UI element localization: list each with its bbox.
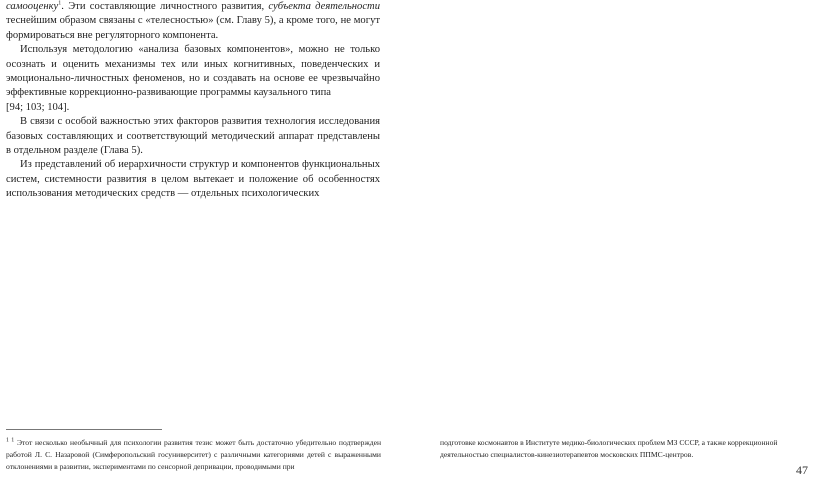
footnote-left-text: Этот несколько необычный для психологии развития тезис может быть достаточно убедительно подтвержден работой Л. С. Назаровой (Симферопольский госуниверситет) с различными категориями детей с выраженными отклонениями в развитии, экспериментами по сенсорной депривации, проводимыми при <box>6 438 382 471</box>
footnote-divider <box>6 429 162 430</box>
footnote-marker: 1 1 <box>6 437 15 444</box>
paragraph-1-text-b: теснейшим образом связаны с «телесностью» (см. Главу 5), а кроме того, не могут формироваться вне регуляторного компонента. <box>6 15 380 41</box>
page-number: 47 <box>796 463 808 477</box>
footnote-left <box>6 437 381 473</box>
paragraph-1 <box>6 0 380 43</box>
paragraph-2 <box>6 43 380 101</box>
term-subject: субъекта деятельности <box>268 1 380 12</box>
paragraph-4: Из представлений об иерархичности структур и компонентов функциональных систем, системности развития в целом вытекает и положение об особенностях использования методических средств — отдельных психологических <box>6 159 380 200</box>
paragraph-3: В связи с особой важностью этих факторов развития технология исследования базовых составляющих и соответствующий методический аппарат представлены в отдельном разделе (Глава 5). <box>6 116 380 157</box>
footnote-ref: 1 <box>58 0 62 7</box>
footnote-right <box>440 437 808 461</box>
paragraph-2-refs: [94; 103; 104]. <box>6 101 70 113</box>
footnote-text-left <box>6 437 381 473</box>
main-text-column <box>6 0 380 202</box>
footnote-text-right: подготовке космонавтов в Институте медико-биологических проблем МЗ СССР, а также коррекционной деятельностью специалистов-кинезиотерапевтов московских ППМС-центров. <box>440 438 778 459</box>
paragraph-2-text: Используя методологию «анализа базовых компонентов», можно не только осознать и оценить механизмы тех или иных когнитивных, поведенческих и эмоционально-личностных феноменов, но и создавать на основе ее чрезвычайно эффективные коррекционно-развивающие программы каузального типа <box>6 44 380 99</box>
term-self-esteem: самооценку <box>6 1 59 12</box>
paragraph-1-text-a: . Эти составляющие личностного развития, <box>61 1 269 12</box>
